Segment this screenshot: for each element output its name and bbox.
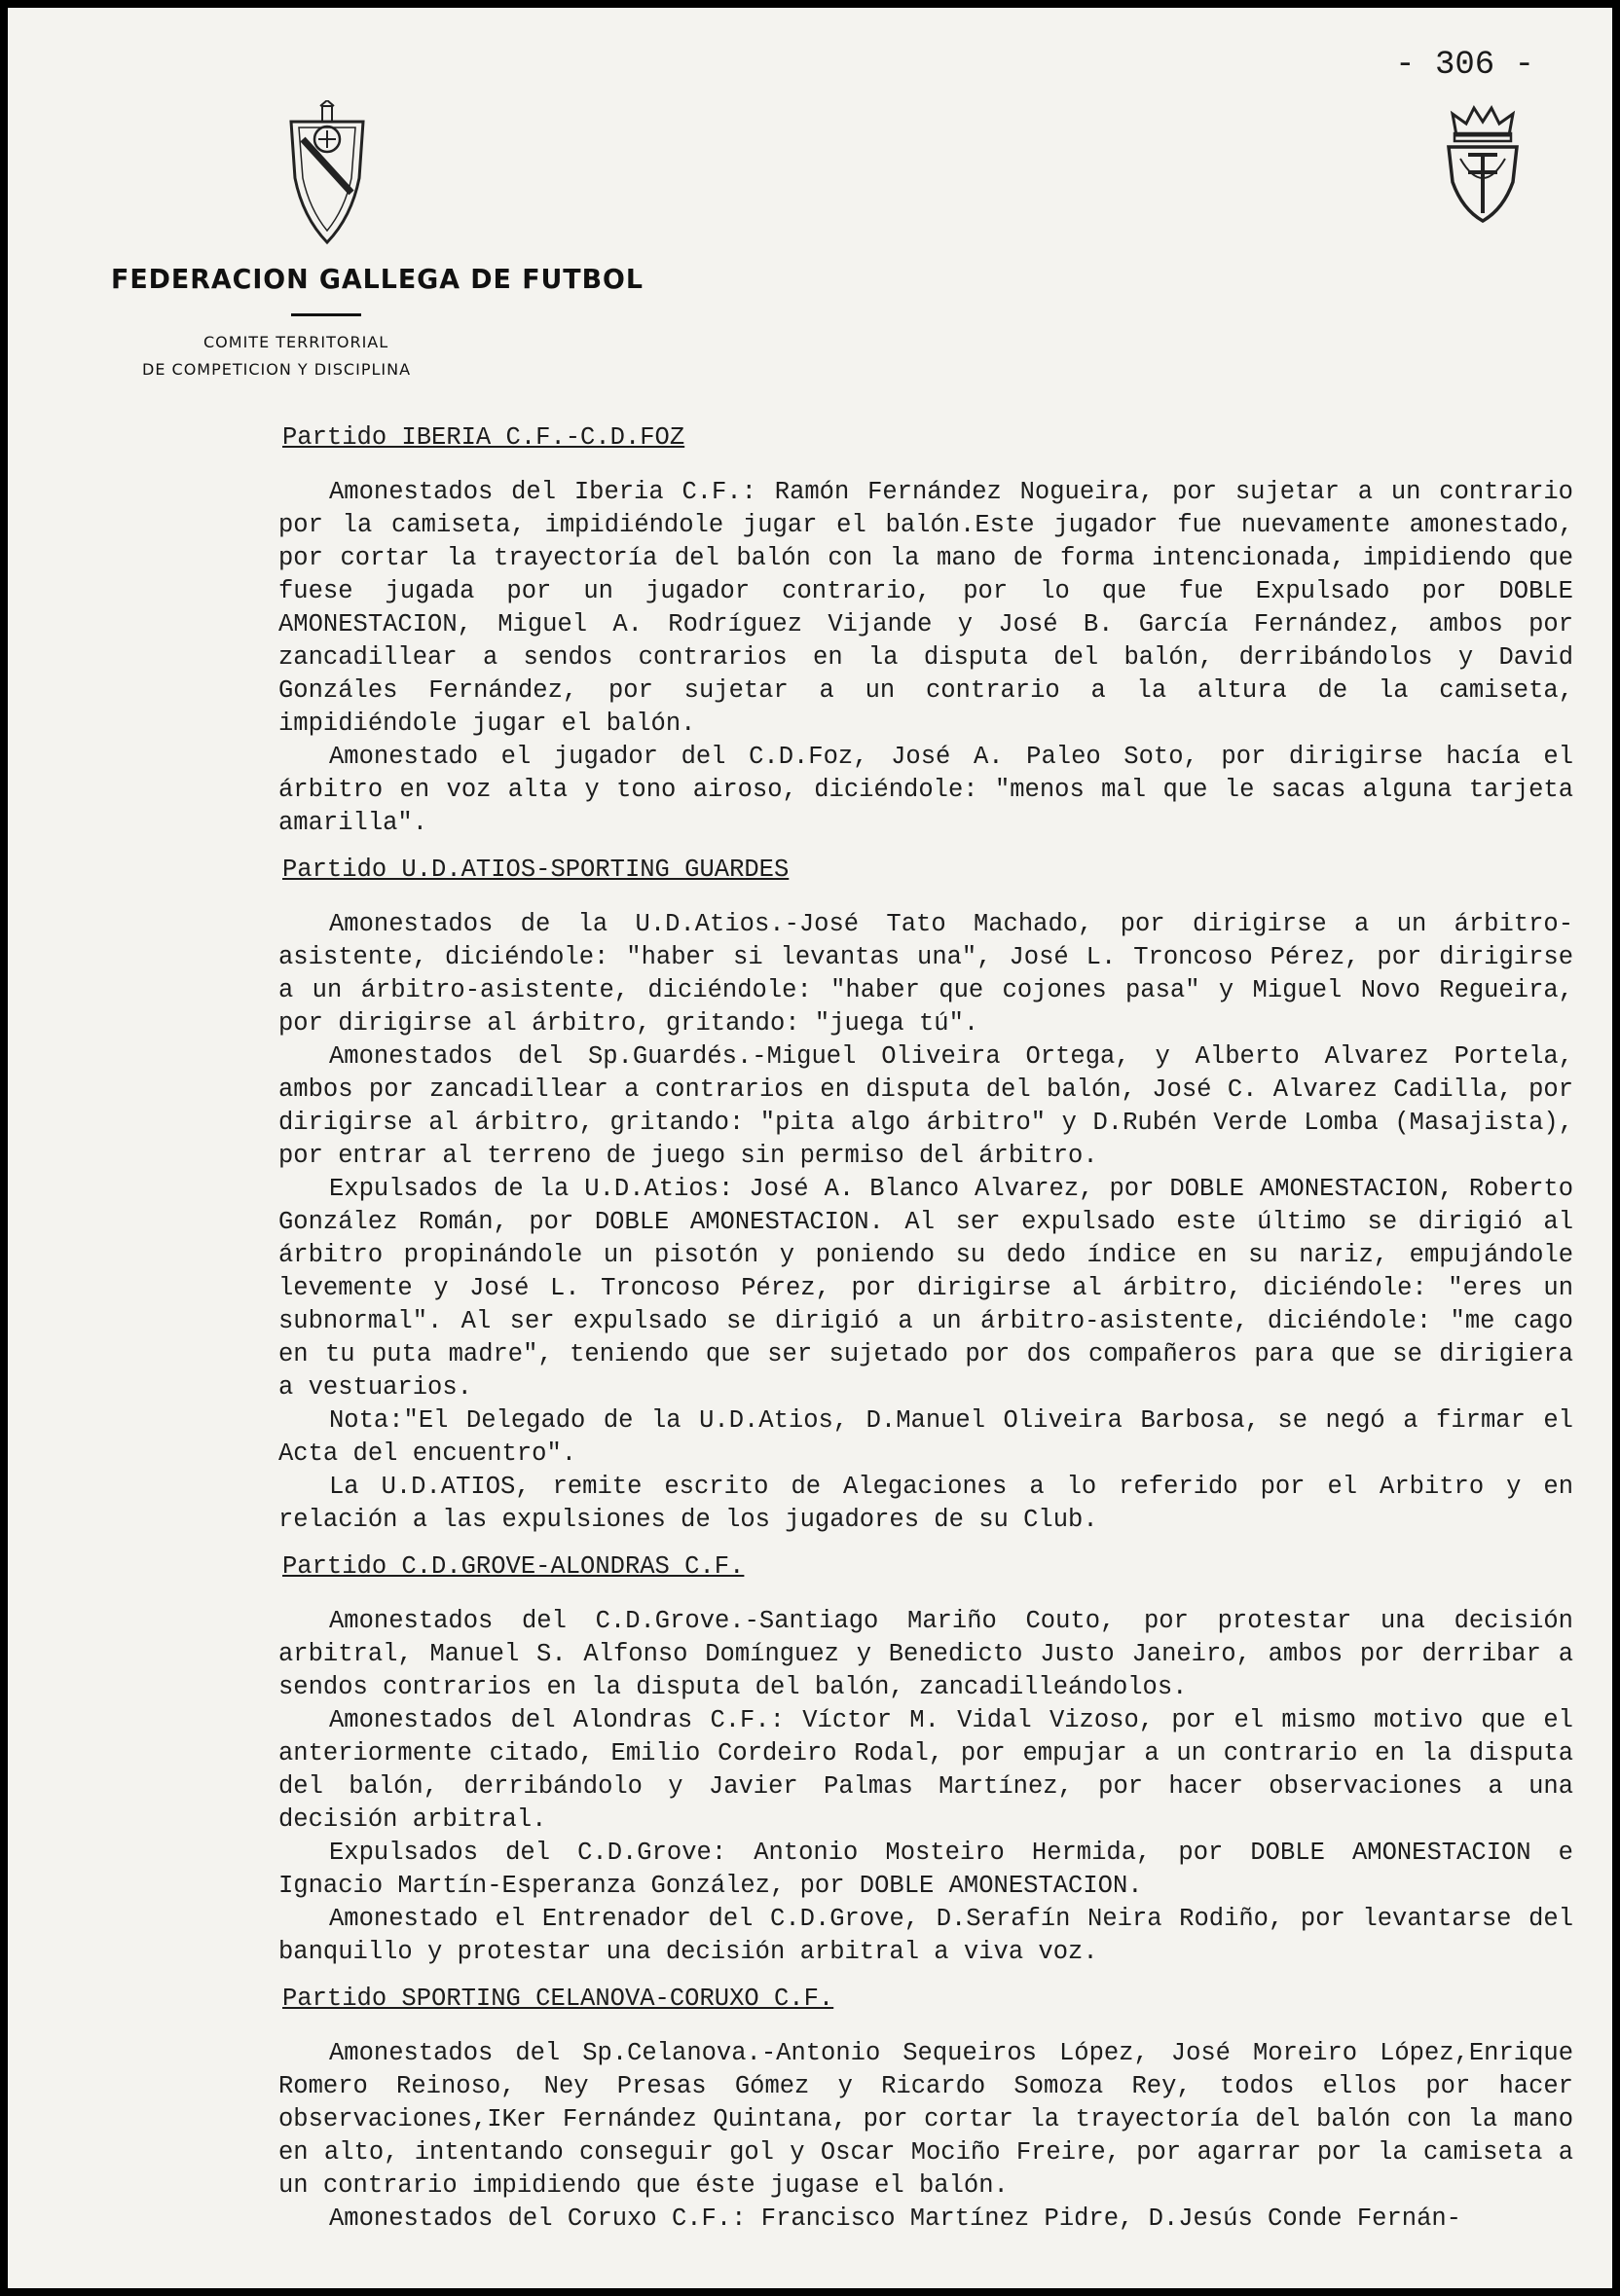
document-page	[8, 8, 1612, 2288]
paragraph: Amonestados de la U.D.Atios.-José Tato Machado, por dirigirse a un árbitro-asistente, diciéndole: "haber si levantas una", José L. Troncoso Pérez, por dirigirse a un árbitro-asistente, diciéndole: "haber que cojones pasa" y Miguel Novo Regueira, por dirigirse al árbitro, gritando: "juega tú".	[278, 910, 1573, 1038]
paragraph: Amonestados del C.D.Grove.-Santiago Mariño Couto, por protestar una decisión arbitral, Manuel S. Alfonso Domínguez y Benedicto Justo Janeiro, ambos por derribar a sendos contrarios en la disputa del balón, zancadilleándolos.	[278, 1607, 1573, 1701]
match-section	[278, 854, 1573, 1537]
document-body	[278, 421, 1573, 2249]
paragraph: Expulsados del C.D.Grove: Antonio Mosteiro Hermida, por DOBLE AMONESTACION e Ignacio Martín-Esperanza González, por DOBLE AMONESTACION.	[278, 1839, 1573, 1900]
match-title: Partido U.D.ATIOS-SPORTING GUARDES	[282, 856, 790, 884]
paragraph: La U.D.ATIOS, remite escrito de Alegaciones a lo referido por el Arbitro y en relación a las expulsiones de los jugadores de su Club.	[278, 1473, 1573, 1534]
paragraph: Amonestados del Sp.Guardés.-Miguel Oliveira Ortega, y Alberto Alvarez Portela, ambos por zancadillear a contrarios en disputa del balón, José C. Alvarez Cadilla, por dirigirse al árbitro, gritando: "pita algo árbitro" y D.Rubén Verde Lomba (Masajista), por entrar al terreno de juego sin permiso del árbitro.	[278, 1042, 1573, 1170]
header-divider	[291, 313, 361, 316]
page-number: - 306 -	[1395, 47, 1534, 84]
paragraph: Expulsados de la U.D.Atios: José A. Blanco Alvarez, por DOBLE AMONESTACION, Roberto González Román, por DOBLE AMONESTACION. Al ser expulsado este último se dirigió al árbitro propinándole un pisotón y poniendo su dedo índice en su nariz, empujándole levemente y José L. Troncoso Pérez, por dirigirse al árbitro, diciéndole: "eres un subnormal". Al ser expulsado se dirigió a un árbitro-asistente, diciéndole: "me cago en tu puta madre", teniendo que ser sujetado por dos compañeros para que se dirigiera a vestuarios.	[278, 1175, 1573, 1402]
federation-name: FEDERACION GALLEGA DE FUTBOL	[111, 263, 644, 295]
committee-line-2: DE COMPETICION Y DISCIPLINA	[142, 360, 412, 379]
paragraph: Amonestados del Sp.Celanova.-Antonio Sequeiros López, José Moreiro López,Enrique Romero Reinoso, Ney Presas Gómez y Ricardo Somoza Rey, todos ellos por hacer observaciones,IKer Fernández Quintana, por cortar la trayectoría del balón con la mano en alto, intentando conseguir gol y Oscar Mociño Freire, por agarrar por la camiseta a un contrario impidiendo que éste jugase el balón.	[278, 2039, 1573, 2200]
paragraph: Nota:"El Delegado de la U.D.Atios, D.Manuel Oliveira Barbosa, se negó a firmar el Acta del encuentro".	[278, 1406, 1573, 1468]
paragraph: Amonestados del Iberia C.F.: Ramón Fernández Nogueira, por sujetar a un contrario por la camiseta, impidiéndole jugar el balón.Este jugador fue nuevamente amonestado, por cortar la trayectoría del balón con la mano de forma intencionada, impidiendo que fuese jugada por un jugador contrario, por lo que fue Expulsado por DOBLE AMONESTACION, Miguel A. Rodríguez Vijande y José B. García Fernández, ambos por zancadillear a sendos contrarios en la disputa del balón, derribándolos y David Gonzáles Fernández, por sujetar a un contrario a la altura de la camiseta, impidiéndole jugar el balón.	[278, 478, 1573, 738]
match-section	[278, 421, 1573, 840]
match-title: Partido SPORTING CELANOVA-CORUXO C.F.	[282, 1985, 834, 2013]
match-title: Partido C.D.GROVE-ALONDRAS C.F.	[282, 1552, 745, 1581]
match-section	[278, 1983, 1573, 2236]
royal-spanish-federation-crest-icon	[1439, 100, 1527, 225]
paragraph: Amonestado el Entrenador del C.D.Grove, D.Serafín Neira Rodiño, por levantarse del banquillo y protestar una decisión arbitral a viva voz.	[278, 1905, 1573, 1966]
galician-federation-crest-icon	[283, 100, 371, 246]
committee-line-1: COMITE TERRITORIAL	[203, 333, 389, 351]
match-section	[278, 1550, 1573, 1969]
paragraph: Amonestados del Coruxo C.F.: Francisco Martínez Pidre, D.Jesús Conde Fernán-	[329, 2205, 1461, 2233]
paragraph: Amonestados del Alondras C.F.: Víctor M. Vidal Vizoso, por el mismo motivo que el anteriormente citado, Emilio Cordeiro Rodal, por empujar a un contrario en la disputa del balón, derribándolo y Javier Palmas Martínez, por hacer observaciones a una decisión arbitral.	[278, 1706, 1573, 1834]
match-title: Partido IBERIA C.F.-C.D.FOZ	[282, 423, 685, 452]
paragraph: Amonestado el jugador del C.D.Foz, José A. Paleo Soto, por dirigirse hacía el árbitro en voz alta y tono airoso, diciéndole: "menos mal que le sacas alguna tarjeta amarilla".	[278, 743, 1573, 837]
